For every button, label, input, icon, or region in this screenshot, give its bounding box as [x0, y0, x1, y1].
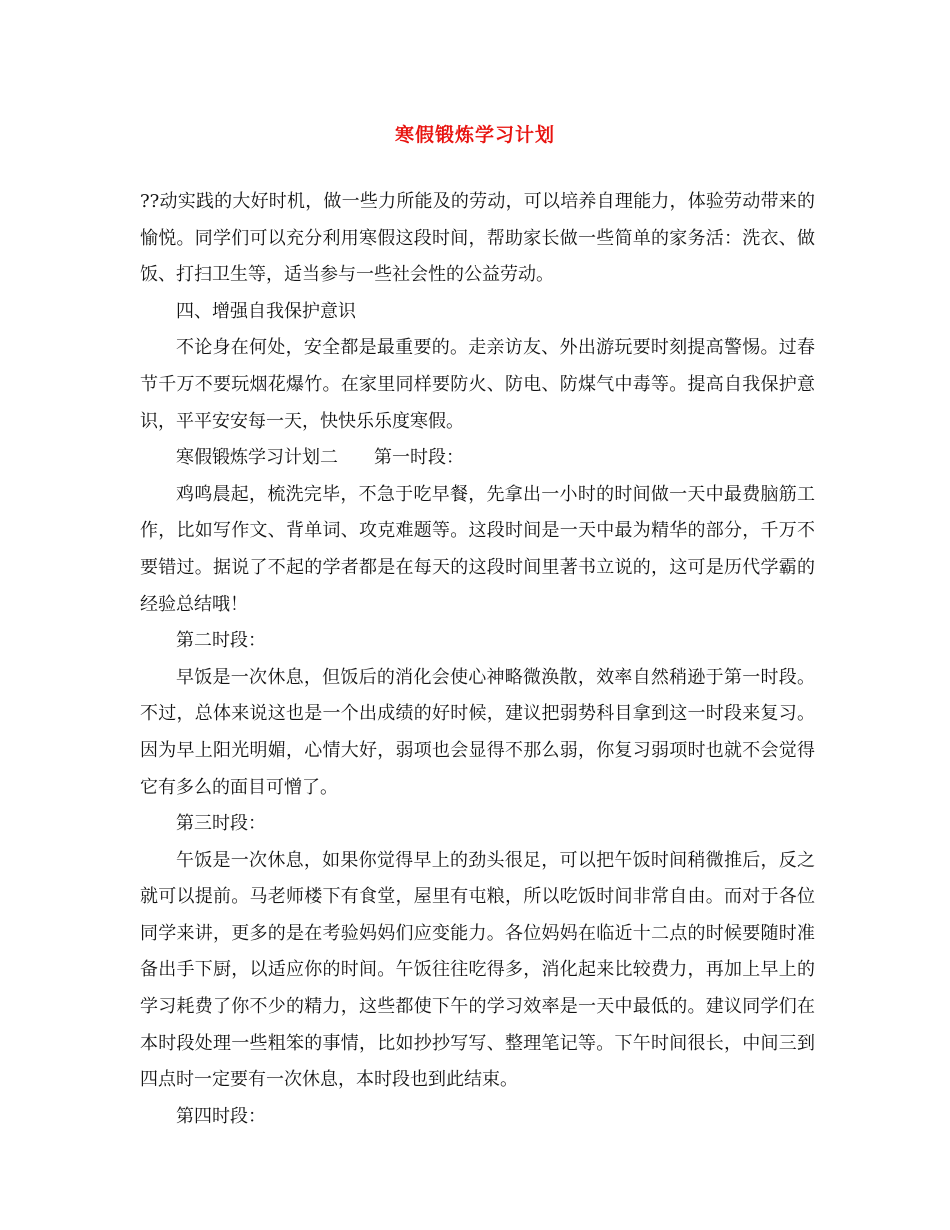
paragraph-period-one: 鸡鸣晨起，梳洗完毕，不急于吃早餐，先拿出一小时的时间做一天中最费脑筋工作，比如写作文、背单词、攻克难题等。这段时间是一天中最为精华的部分，千万不要错过。据说了不起的学者都是在每天的这段时间里著书立说的，这可是历代学霸的经验总结哦！	[140, 483, 815, 615]
period-three-heading: 第三时段：	[176, 813, 266, 835]
period-four-heading: 第四时段：	[176, 1105, 266, 1127]
paragraph-period-three: 午饭是一次休息，如果你觉得早上的劲头很足，可以把午饭时间稍微推后，反之就可以提前。马老师楼下有食堂，屋里有屯粮，所以吃饭时间非常自由。而对于各位同学来讲，更多的是在考验妈妈们应变能力。各位妈妈在临近十二点的时候要随时准备出手下厨，以适应你的时间。午饭往往吃得多，消化起来比较费力，再加上早上的学习耗费了你不少的精力，这些都使下午的学习效率是一天中最低的。建议同学们在本时段处理一些粗笨的事情，比如抄抄写写、整理笔记等。下午时间很长，中间三到四点时一定要有一次休息，本时段也到此结束。	[140, 849, 815, 1091]
period-one-heading: 第一时段：	[374, 447, 464, 469]
paragraph-period-two: 早饭是一次休息，但饭后的消化会使心神略微涣散，效率自然稍逊于第一时段。不过，总体来说这也是一个出成绩的好时候，建议把弱势科目拿到这一时段来复习。因为早上阳光明媚，心情大好，弱项也会显得不那么弱，你复习弱项时也就不会觉得它有多么的面目可憎了。	[140, 666, 815, 798]
plan-two-title: 寒假锻炼学习计划二	[176, 447, 338, 469]
paragraph-labor: ??动实践的大好时机，做一些力所能及的劳动，可以培养自理能力，体验劳动带来的愉悦。同学们可以充分利用寒假这段时间，帮助家长做一些简单的家务活：洗衣、做饭、打扫卫生等，适当参与一些社会性的公益劳动。	[140, 191, 815, 286]
section-heading-self-protection: 四、增强自我保护意识	[176, 300, 356, 322]
document-body	[140, 184, 815, 1135]
document-title: 寒假锻炼学习计划	[394, 124, 555, 146]
paragraph-safety: 不论身在何处，安全都是最重要的。走亲访友、外出游玩要时刻提高警惕。过春节千万不要玩烟花爆竹。在家里同样要防火、防电、防煤气中毒等。提高自我保护意识，平平安安每一天，快快乐乐度寒假。	[140, 337, 815, 432]
period-two-heading: 第二时段：	[176, 630, 266, 652]
plan-two-heading-line	[140, 440, 815, 477]
